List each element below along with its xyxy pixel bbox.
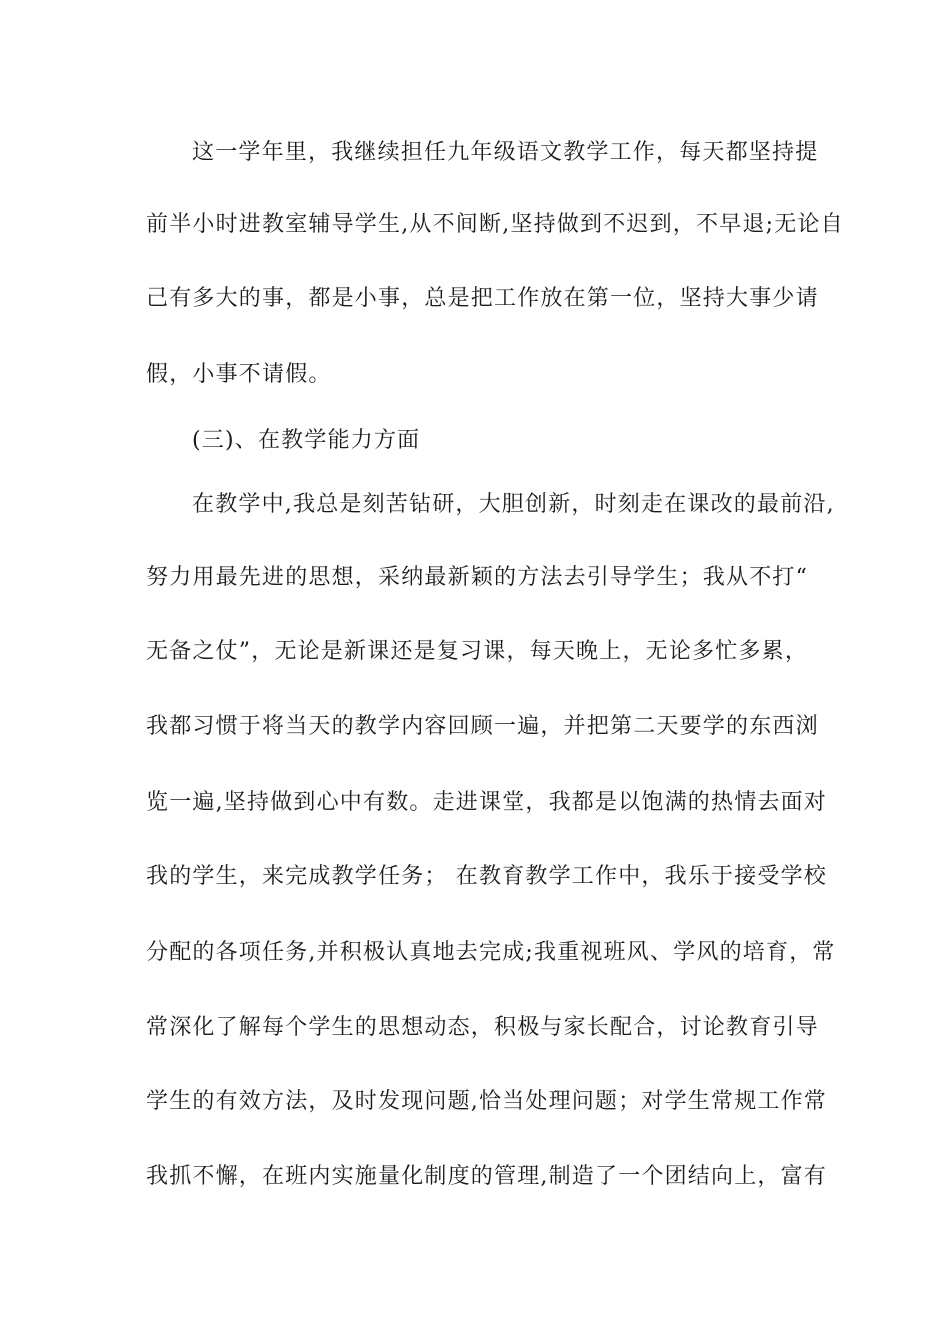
section-heading: (三)、在教学能力方面 — [192, 428, 421, 453]
paragraph-line: 前半小时进教室辅导学生,从不间断,坚持做到不迟到，不早退;无论自 — [146, 212, 844, 237]
paragraph-line: 在教学中,我总是刻苦钻研，大胆创新，时刻走在课改的最前沿, — [192, 492, 835, 517]
paragraph-line: 我的学生，来完成教学任务； 在教育教学工作中，我乐于接受学校 — [146, 864, 827, 889]
paragraph-line: 假，小事不请假。 — [146, 362, 332, 387]
paragraph-line: 这一学年里，我继续担任九年级语文教学工作，每天都坚持提 — [192, 140, 819, 165]
paragraph-line: 常深化了解每个学生的思想动态，积极与家长配合，讨论教育引导 — [146, 1015, 819, 1040]
paragraph-line: 努力用最先进的思想，采纳最新颖的方法去引导学生；我从不打“ — [146, 565, 809, 590]
paragraph-line: 我抓不懈，在班内实施量化制度的管理,制造了一个团结向上，富有 — [146, 1164, 827, 1189]
paragraph-line: 我都习惯于将当天的教学内容回顾一遍，并把第二天要学的东西浏 — [146, 714, 819, 739]
paragraph-line: 览一遍,坚持做到心中有数。走进课堂，我都是以饱满的热情去面对 — [146, 790, 827, 815]
paragraph-line: 己有多大的事，都是小事，总是把工作放在第一位，坚持大事少请 — [146, 286, 819, 311]
paragraph-line: 无备之仗”，无论是新课还是复习课，每天晚上，无论多忙多累， — [146, 639, 809, 664]
paragraph-line: 学生的有效方法，及时发现问题,恰当处理问题；对学生常规工作常 — [146, 1089, 827, 1114]
paragraph-line: 分配的各项任务,并积极认真地去完成;我重视班风、学风的培育，常 — [146, 940, 836, 965]
